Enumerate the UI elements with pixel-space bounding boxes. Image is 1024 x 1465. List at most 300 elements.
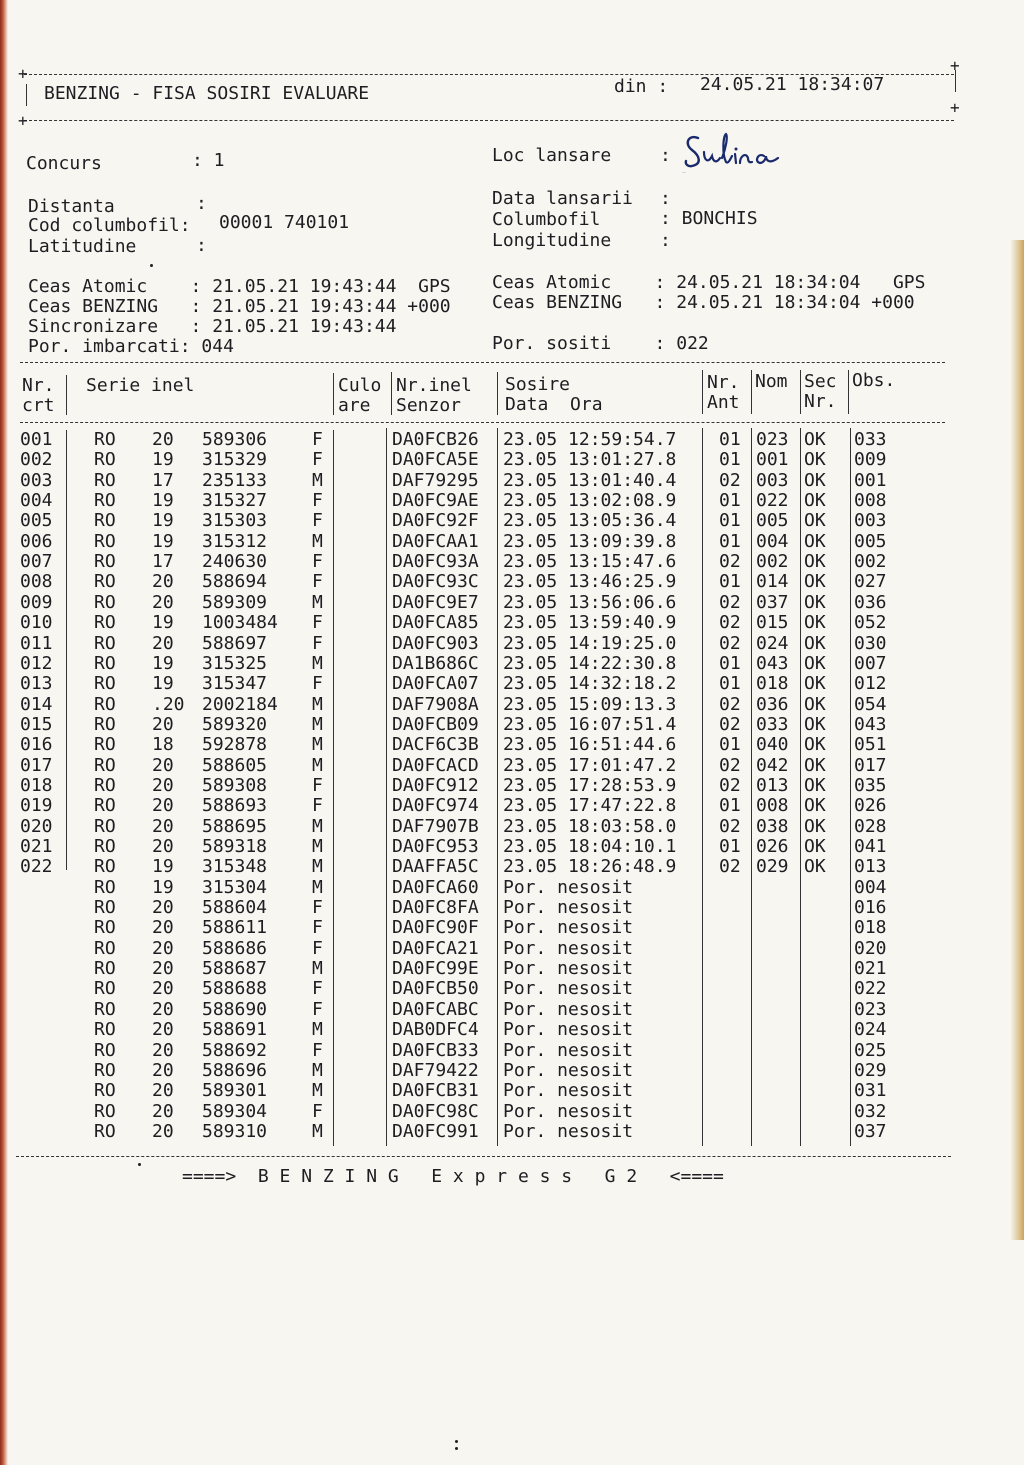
cell-year: 19 (152, 673, 174, 695)
cell-ring-number: 588686 (202, 937, 268, 959)
cell-country: RO (94, 876, 116, 898)
cell-nom: 014 (756, 571, 789, 593)
cell-ring-number: 588694 (202, 571, 268, 593)
cell-nr-ant: 02 (719, 469, 741, 491)
cell-nr-ant: 02 (719, 856, 741, 878)
cell-obs: 012 (854, 673, 887, 695)
cell-nr-crt: 010 (20, 612, 53, 634)
cell-ring-number: 2002184 (202, 693, 278, 715)
cell-arrival: Por. nesosit (503, 958, 634, 980)
cell-obs: 041 (854, 836, 887, 857)
cell-year: 20 (152, 632, 174, 654)
cell-sensor: DAB0DFC4 (392, 1019, 479, 1041)
cell-country: RO (94, 591, 116, 613)
cell-ring-number: 588690 (202, 998, 268, 1020)
cell-country: RO (94, 836, 116, 857)
cell-ring-number: 315348 (202, 856, 268, 878)
cell-country: RO (94, 998, 116, 1020)
cell-arrival: 23.05 18:26:48.9 (503, 856, 677, 878)
cell-nr-ant: 02 (719, 632, 741, 654)
cell-sensor: DA0FC90F (392, 917, 479, 939)
cell-obs: 035 (854, 774, 887, 796)
cell-country: RO (94, 856, 116, 878)
cell-country: RO (94, 795, 116, 817)
cell-sensor: DA0FCA5E (392, 449, 479, 471)
cell-nom: 004 (756, 530, 789, 552)
cell-country: RO (94, 530, 116, 552)
cell-sensor: DA0FCABC (392, 998, 479, 1020)
cell-sensor: DA0FCB31 (392, 1080, 479, 1102)
cell-nr-crt: 019 (20, 795, 53, 817)
cell-nr-crt: 002 (20, 449, 53, 471)
cell-nr-crt: 022 (20, 856, 53, 878)
cell-obs: 004 (854, 876, 887, 898)
cell-nr-crt: 011 (20, 632, 53, 654)
cell-country: RO (94, 469, 116, 491)
cell-nr-crt: 006 (20, 530, 53, 552)
cell-country: RO (94, 652, 116, 674)
cell-obs: 037 (854, 1120, 887, 1142)
cell-arrival: 23.05 13:59:40.9 (503, 612, 677, 634)
cell-country: RO (94, 734, 116, 756)
cell-country: RO (94, 897, 116, 919)
cell-arrival: 23.05 13:02:08.9 (503, 490, 677, 512)
cell-sec: OK (804, 815, 826, 837)
cell-sensor: DA0FC8FA (392, 897, 479, 919)
cell-nr-ant: 02 (719, 551, 741, 573)
cell-sec: OK (804, 774, 826, 796)
cell-nom: 026 (756, 836, 789, 857)
cell-obs: 005 (854, 530, 887, 552)
cell-arrival: 23.05 13:01:40.4 (503, 469, 677, 491)
loc-lansare-label: Loc lansare (492, 145, 612, 166)
cell-sensor: DAF7907B (392, 815, 479, 837)
cell-ring-number: 315312 (202, 530, 268, 552)
cell-sensor: DA0FCACD (392, 754, 479, 776)
cell-nr-ant: 02 (719, 612, 741, 634)
longitudine-value: : (660, 230, 671, 251)
concurs-label: Concurs (26, 153, 102, 174)
cell-obs: 043 (854, 713, 887, 735)
cell-nr-ant: 01 (719, 795, 741, 817)
cell-sex: F (312, 673, 323, 695)
cell-sensor: DA0FC9E7 (392, 591, 479, 613)
col-header-nr-crt-1: Nr. (22, 375, 55, 396)
loc-lansare-colon: : (660, 145, 671, 166)
cell-sec: OK (804, 490, 826, 512)
cell-nr-ant: 02 (719, 693, 741, 715)
cell-sec: OK (804, 856, 826, 878)
concurs-value: : 1 (192, 150, 225, 171)
cell-sec: OK (804, 530, 826, 552)
cell-nom: 036 (756, 693, 789, 715)
cell-nr-ant: 01 (719, 734, 741, 756)
cell-sensor: DA0FCA07 (392, 673, 479, 695)
page-title: BENZING - FISA SOSIRI EVALUARE (44, 83, 370, 104)
ceas-atomic-end: Ceas Atomic : 24.05.21 18:34:04 GPS (492, 272, 926, 293)
cell-sensor: DA0FC912 (392, 774, 479, 796)
cell-arrival: Por. nesosit (503, 1100, 634, 1122)
cell-sex: F (312, 1100, 323, 1122)
cell-obs: 028 (854, 815, 887, 837)
cell-year: 20 (152, 774, 174, 796)
cell-arrival: Por. nesosit (503, 1120, 634, 1142)
cell-obs: 021 (854, 958, 887, 980)
header-corner: + (950, 56, 960, 75)
cell-sex: F (312, 490, 323, 512)
cell-ring-number: 589320 (202, 713, 268, 735)
col-header-culoare-2: are (338, 395, 371, 416)
cell-nr-crt: 004 (20, 490, 53, 512)
columbofil-value: : BONCHIS (660, 208, 758, 229)
svg-text:Sulina: Sulina (682, 173, 686, 174)
cell-sensor: DACF6C3B (392, 734, 479, 756)
cell-nr-crt: 008 (20, 571, 53, 593)
cell-nom: 023 (756, 429, 789, 450)
cell-nr-crt: 005 (20, 510, 53, 532)
cell-arrival: Por. nesosit (503, 1039, 634, 1061)
cell-country: RO (94, 937, 116, 959)
cell-arrival: 23.05 18:03:58.0 (503, 815, 677, 837)
cell-ring-number: 315329 (202, 449, 268, 471)
cell-year: 20 (152, 591, 174, 613)
cell-year: 19 (152, 530, 174, 552)
cell-sec: OK (804, 754, 826, 776)
din-label: din : (614, 76, 669, 97)
cell-sex: F (312, 510, 323, 532)
header-corner: + (18, 64, 28, 83)
cell-ring-number: 235133 (202, 469, 268, 491)
cell-year: 20 (152, 571, 174, 593)
cell-sec: OK (804, 571, 826, 593)
cell-country: RO (94, 1100, 116, 1122)
cell-ring-number: 588605 (202, 754, 268, 776)
cell-sec: OK (804, 632, 826, 654)
cell-obs: 031 (854, 1080, 887, 1102)
cell-sex: F (312, 897, 323, 919)
cell-nom: 015 (756, 612, 789, 634)
cell-obs: 003 (854, 510, 887, 532)
cell-obs: 051 (854, 734, 887, 756)
header-corner: + (18, 111, 28, 130)
cell-obs: 008 (854, 490, 887, 512)
cell-nr-crt: 013 (20, 673, 53, 695)
cell-nr-crt: 007 (20, 551, 53, 573)
cell-obs: 029 (854, 1059, 887, 1081)
latitudine-label: Latitudine (28, 236, 137, 257)
cell-sec: OK (804, 652, 826, 674)
cell-obs: 024 (854, 1019, 887, 1041)
col-header-sosire-1: Sosire (505, 374, 571, 395)
cell-nom: 022 (756, 490, 789, 512)
cell-sex: F (312, 917, 323, 939)
cell-ring-number: 588691 (202, 1019, 268, 1041)
cell-country: RO (94, 429, 116, 450)
cell-obs: 017 (854, 754, 887, 776)
cell-arrival: Por. nesosit (503, 937, 634, 959)
cell-obs: 022 (854, 978, 887, 1000)
cell-sex: M (312, 876, 323, 898)
cell-country: RO (94, 917, 116, 939)
cell-sec: OK (804, 591, 826, 613)
cell-arrival: 23.05 13:05:36.4 (503, 510, 677, 532)
cell-arrival: Por. nesosit (503, 998, 634, 1020)
distanta-value: : (196, 193, 207, 214)
cell-obs: 020 (854, 937, 887, 959)
latitudine-value: : (196, 235, 207, 256)
cell-obs: 016 (854, 897, 887, 919)
distanta-label: Distanta (28, 196, 115, 217)
cell-arrival: Por. nesosit (503, 897, 634, 919)
cell-obs: 032 (854, 1100, 887, 1122)
cell-nr-crt: 012 (20, 652, 53, 674)
cell-ring-number: 315303 (202, 510, 268, 532)
cell-sex: M (312, 713, 323, 735)
cell-year: 19 (152, 510, 174, 532)
cell-sec: OK (804, 734, 826, 756)
cell-sex: M (312, 1019, 323, 1041)
cell-nom: 018 (756, 673, 789, 695)
data-lansarii-value: : (660, 188, 671, 209)
cell-sex: M (312, 652, 323, 674)
cell-year: 19 (152, 449, 174, 471)
cell-nr-ant: 02 (719, 754, 741, 776)
cell-nom: 043 (756, 652, 789, 674)
cell-arrival: 23.05 14:32:18.2 (503, 673, 677, 695)
cell-nr-crt: 009 (20, 591, 53, 613)
cell-sensor: DA0FCA85 (392, 612, 479, 634)
cell-sec: OK (804, 693, 826, 715)
cell-year: 19 (152, 490, 174, 512)
cell-ring-number: 588611 (202, 917, 268, 939)
cell-ring-number: 588696 (202, 1059, 268, 1081)
cell-ring-number: 315327 (202, 490, 268, 512)
cell-obs: 052 (854, 612, 887, 634)
cell-sensor: DA0FC92F (392, 510, 479, 532)
footer-brand: ====> B E N Z I N G E x p r e s s G 2 <==== (182, 1166, 724, 1187)
cell-country: RO (94, 693, 116, 715)
col-header-sosire-2: Data Ora (505, 394, 603, 415)
cell-nr-crt: 015 (20, 713, 53, 735)
cell-ring-number: 315347 (202, 673, 268, 695)
cell-sec: OK (804, 469, 826, 491)
cod-columbofil-value: 00001 740101 (219, 212, 350, 233)
cell-year: 20 (152, 713, 174, 735)
cell-arrival: 23.05 17:47:22.8 (503, 795, 677, 817)
cell-country: RO (94, 815, 116, 837)
cell-nr-crt: 016 (20, 734, 53, 756)
cell-nr-ant: 01 (719, 571, 741, 593)
cell-nr-ant: 01 (719, 836, 741, 857)
cell-nr-ant: 02 (719, 591, 741, 613)
cell-arrival: 23.05 18:04:10.1 (503, 836, 677, 857)
cell-ring-number: 588604 (202, 897, 268, 919)
cell-sec: OK (804, 612, 826, 634)
cell-sex: F (312, 1039, 323, 1061)
cell-sex: F (312, 795, 323, 817)
cell-country: RO (94, 1059, 116, 1081)
cell-sec: OK (804, 713, 826, 735)
cell-sex: F (312, 632, 323, 654)
cell-nr-ant: 01 (719, 673, 741, 695)
cell-ring-number: 588693 (202, 795, 268, 817)
cell-arrival: 23.05 14:19:25.0 (503, 632, 677, 654)
cod-columbofil-label: Cod columbofil: (28, 215, 191, 236)
cell-year: 20 (152, 836, 174, 857)
cell-country: RO (94, 713, 116, 735)
cell-sex: M (312, 958, 323, 980)
cell-nr-crt: 001 (20, 429, 53, 450)
cell-arrival: 23.05 17:28:53.9 (503, 774, 677, 796)
cell-year: 20 (152, 958, 174, 980)
cell-arrival: 23.05 14:22:30.8 (503, 652, 677, 674)
cell-nr-crt: 017 (20, 754, 53, 776)
cell-nr-ant: 01 (719, 429, 741, 450)
cell-sex: M (312, 836, 323, 857)
cell-obs: 001 (854, 469, 887, 491)
cell-ring-number: 588697 (202, 632, 268, 654)
cell-arrival: 23.05 16:07:51.4 (503, 713, 677, 735)
cell-ring-number: 588687 (202, 958, 268, 980)
cell-nr-ant: 01 (719, 510, 741, 532)
cell-year: 20 (152, 815, 174, 837)
cell-nom: 033 (756, 713, 789, 735)
cell-nr-ant: 01 (719, 652, 741, 674)
cell-year: 20 (152, 978, 174, 1000)
cell-arrival: Por. nesosit (503, 1059, 634, 1081)
cell-sex: F (312, 774, 323, 796)
col-header-nr-crt-2: crt (22, 395, 55, 416)
cell-sensor: DA0FC974 (392, 795, 479, 817)
col-header-sec-2: Nr. (804, 391, 837, 412)
cell-year: 20 (152, 754, 174, 776)
cell-nr-ant: 02 (719, 774, 741, 796)
header-corner: + (950, 98, 960, 117)
cell-ring-number: 592878 (202, 734, 268, 756)
cell-nom: 008 (756, 795, 789, 817)
cell-country: RO (94, 774, 116, 796)
cell-sex: F (312, 937, 323, 959)
cell-ring-number: 589301 (202, 1080, 268, 1102)
cell-nr-ant: 02 (719, 713, 741, 735)
cell-ring-number: 588688 (202, 978, 268, 1000)
cell-sensor: DA0FC93C (392, 571, 479, 593)
cell-nr-crt: 003 (20, 469, 53, 491)
cell-sex: M (312, 1080, 323, 1102)
cell-sex: M (312, 754, 323, 776)
cell-sex: F (312, 998, 323, 1020)
cell-sensor: DA0FCB26 (392, 429, 479, 450)
col-header-obs: Obs. (852, 370, 896, 391)
cell-sensor: DA0FC953 (392, 836, 479, 857)
cell-nr-ant: 01 (719, 530, 741, 552)
cell-nom: 024 (756, 632, 789, 654)
cell-sex: M (312, 693, 323, 715)
cell-year: 20 (152, 1120, 174, 1142)
cell-year: 20 (152, 998, 174, 1020)
cell-nom: 038 (756, 815, 789, 837)
cell-arrival: 23.05 16:51:44.6 (503, 734, 677, 756)
cell-country: RO (94, 978, 116, 1000)
cell-arrival: 23.05 13:09:39.8 (503, 530, 677, 552)
cell-sensor: DAAFFA5C (392, 856, 479, 878)
cell-sensor: DA0FC991 (392, 1120, 479, 1142)
cell-nom: 013 (756, 774, 789, 796)
cell-arrival: Por. nesosit (503, 978, 634, 1000)
cell-year: 20 (152, 1080, 174, 1102)
cell-arrival: 23.05 13:01:27.8 (503, 449, 677, 471)
cell-arrival: 23.05 12:59:54.7 (503, 429, 677, 450)
cell-sensor: DA0FC93A (392, 551, 479, 573)
cell-sex: M (312, 1059, 323, 1081)
cell-sex: F (312, 429, 323, 450)
cell-obs: 027 (854, 571, 887, 593)
cell-sex: F (312, 612, 323, 634)
cell-sensor: DA0FCAA1 (392, 530, 479, 552)
ink-dot (455, 1447, 458, 1450)
cell-nr-crt: 021 (20, 836, 53, 857)
cell-obs: 009 (854, 449, 887, 471)
cell-year: 20 (152, 429, 174, 450)
cell-country: RO (94, 551, 116, 573)
col-header-nr-inel-1: Nr.inel (396, 375, 472, 396)
cell-country: RO (94, 510, 116, 532)
cell-year: 20 (152, 1100, 174, 1122)
cell-country: RO (94, 1039, 116, 1061)
cell-sec: OK (804, 449, 826, 471)
cell-sec: OK (804, 836, 826, 857)
cell-nom: 042 (756, 754, 789, 776)
cell-country: RO (94, 612, 116, 634)
cell-ring-number: 588692 (202, 1039, 268, 1061)
por-sositi: Por. sositi : 022 (492, 333, 709, 354)
cell-nom: 040 (756, 734, 789, 756)
cell-sec: OK (804, 510, 826, 532)
cell-sensor: DA0FC98C (392, 1100, 479, 1122)
data-lansarii-label: Data lansarii (492, 188, 633, 209)
cell-arrival: 23.05 17:01:47.2 (503, 754, 677, 776)
cell-obs: 025 (854, 1039, 887, 1061)
cell-ring-number: 589308 (202, 774, 268, 796)
cell-nom: 003 (756, 469, 789, 491)
cell-obs: 013 (854, 856, 887, 878)
cell-sex: M (312, 1120, 323, 1142)
cell-year: 19 (152, 856, 174, 878)
cell-ring-number: 315304 (202, 876, 268, 898)
cell-sensor: DAF79422 (392, 1059, 479, 1081)
cell-sex: M (312, 530, 323, 552)
cell-nom: 005 (756, 510, 789, 532)
por-imbarcati: Por. imbarcati: 044 (28, 336, 234, 357)
cell-sensor: DA0FCB09 (392, 713, 479, 735)
cell-obs: 002 (854, 551, 887, 573)
cell-ring-number: 315325 (202, 652, 268, 674)
col-header-nr-ant-1: Nr. (707, 372, 740, 393)
cell-sensor: DA1B686C (392, 652, 479, 674)
cell-year: 20 (152, 897, 174, 919)
cell-country: RO (94, 449, 116, 471)
cell-nom: 002 (756, 551, 789, 573)
cell-sensor: DAF7908A (392, 693, 479, 715)
col-header-nr-inel-2: Senzor (396, 395, 462, 416)
cell-country: RO (94, 958, 116, 980)
cell-country: RO (94, 571, 116, 593)
columbofil-label: Columbofil (492, 209, 601, 230)
cell-obs: 023 (854, 998, 887, 1020)
cell-country: RO (94, 754, 116, 776)
cell-nom: 001 (756, 449, 789, 471)
ceas-atomic-start: Ceas Atomic : 21.05.21 19:43:44 GPS (28, 276, 451, 297)
